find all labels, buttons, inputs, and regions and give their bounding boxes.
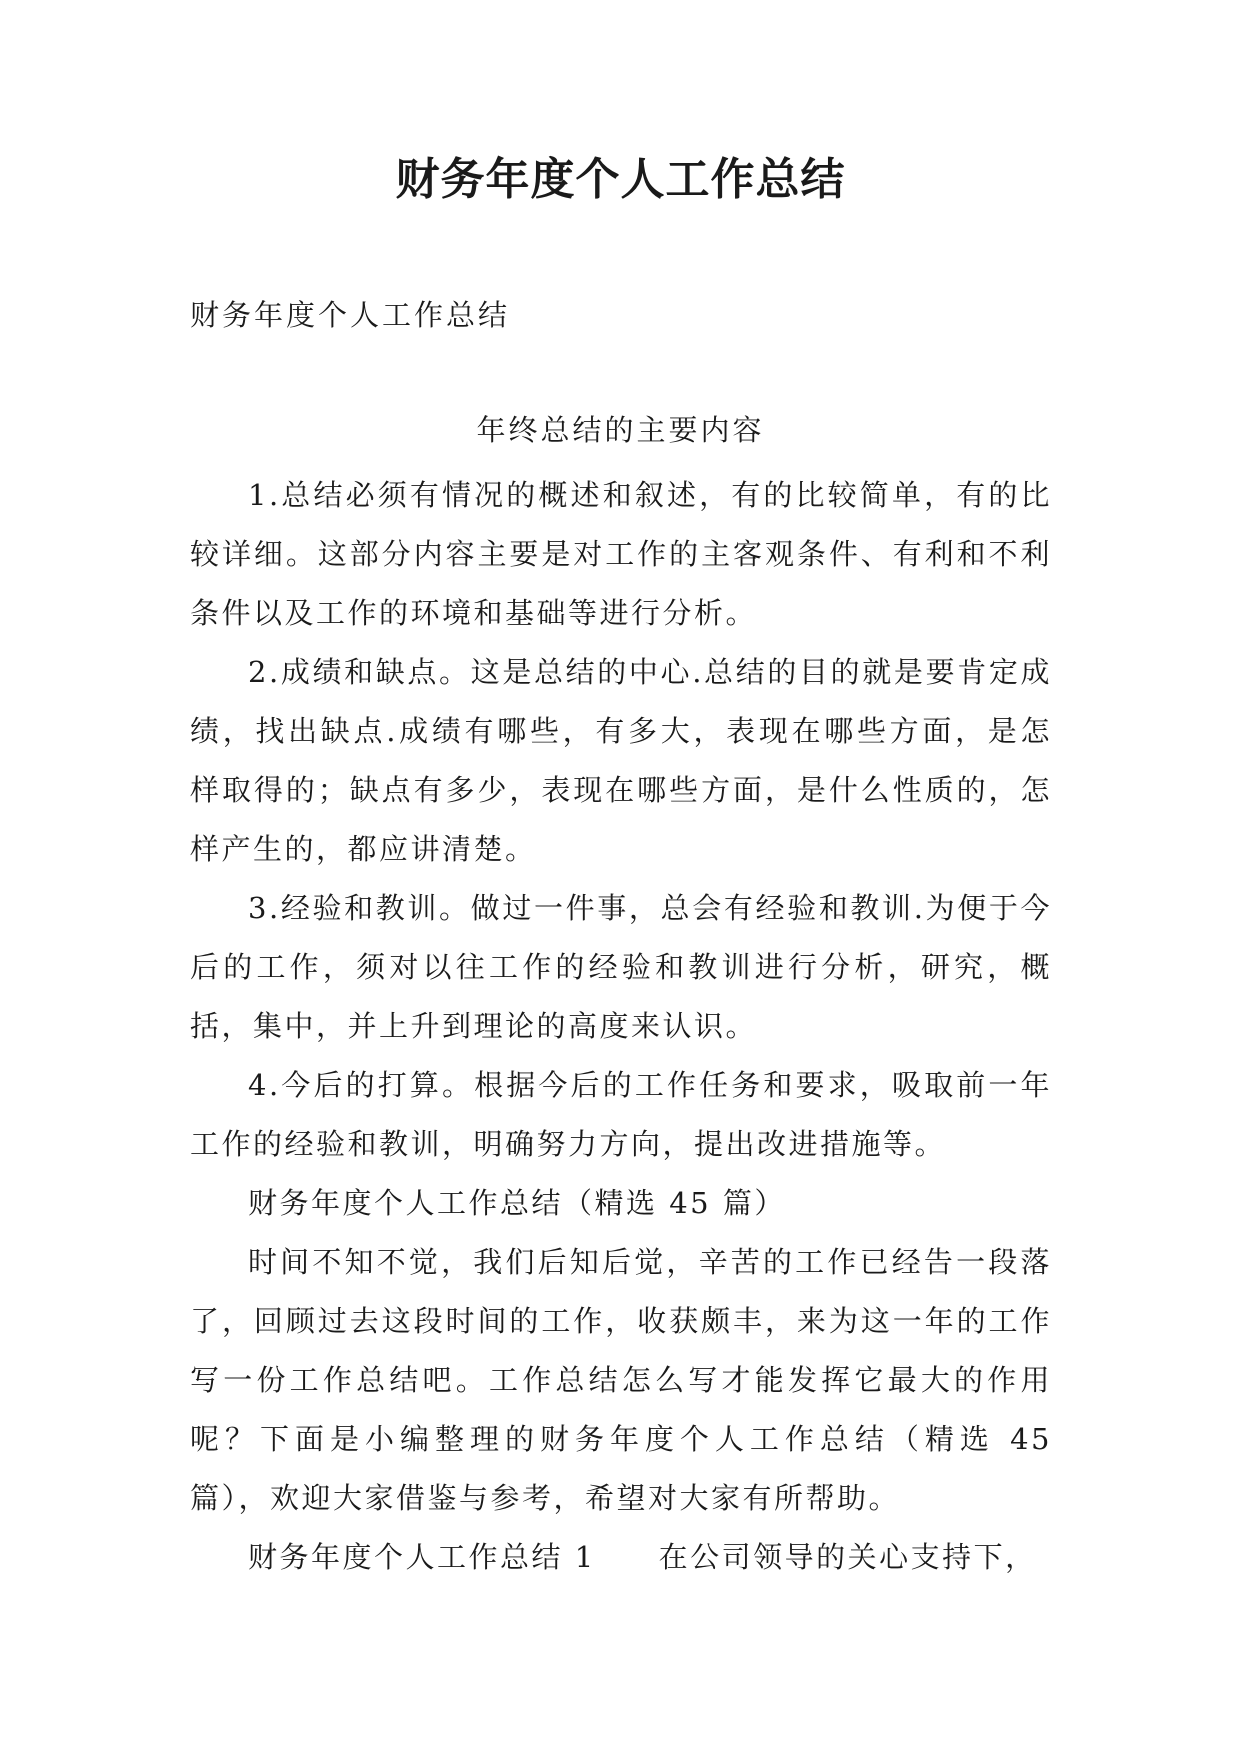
paragraph-point-3: 3.经验和教训。做过一件事，总会有经验和教训.为便于今后的工作，须对以往工作的经验和教训进行分析，研究，概括，集中，并上升到理论的高度来认识。 — [190, 891, 1052, 1043]
paragraph-point-2: 2.成绩和缺点。这是总结的中心.总结的目的就是要肯定成绩，找出缺点.成绩有哪些，有多大，表现在哪些方面，是怎样取得的；缺点有多少，表现在哪些方面，是什么性质的，怎样产生的，都应讲清楚。 — [190, 655, 1052, 866]
paragraph-point-4: 4.今后的打算。根据今后的工作任务和要求，吸取前一年工作的经验和教训，明确努力方向，提出改进措施等。 — [190, 1068, 1052, 1161]
section-heading: 年终总结的主要内容 — [476, 413, 765, 447]
collection-title: 财务年度个人工作总结（精选 45 篇） — [248, 1186, 786, 1220]
document-subtitle: 财务年度个人工作总结 — [190, 298, 511, 332]
paragraph-point-1: 1.总结必须有情况的概述和叙述，有的比较简单，有的比较详细。这部分内容主要是对工作的主客观条件、有利和不利条件以及工作的环境和基础等进行分析。 — [190, 478, 1052, 630]
document-body — [190, 466, 1052, 1587]
document-title: 财务年度个人工作总结 — [395, 154, 846, 205]
paragraph-intro: 时间不知不觉，我们后知后觉，辛苦的工作已经告一段落了，回顾过去这段时间的工作，收获颇丰，来为这一年的工作写一份工作总结吧。工作总结怎么写才能发挥它最大的作用呢？下面是小编整理的财务年度个人工作总结（精选 45 篇），欢迎大家借鉴与参考，希望对大家有所帮助。 — [190, 1245, 1052, 1515]
paragraph-summary-1-start: 财务年度个人工作总结 1 在公司领导的关心支持下， — [248, 1540, 1037, 1574]
